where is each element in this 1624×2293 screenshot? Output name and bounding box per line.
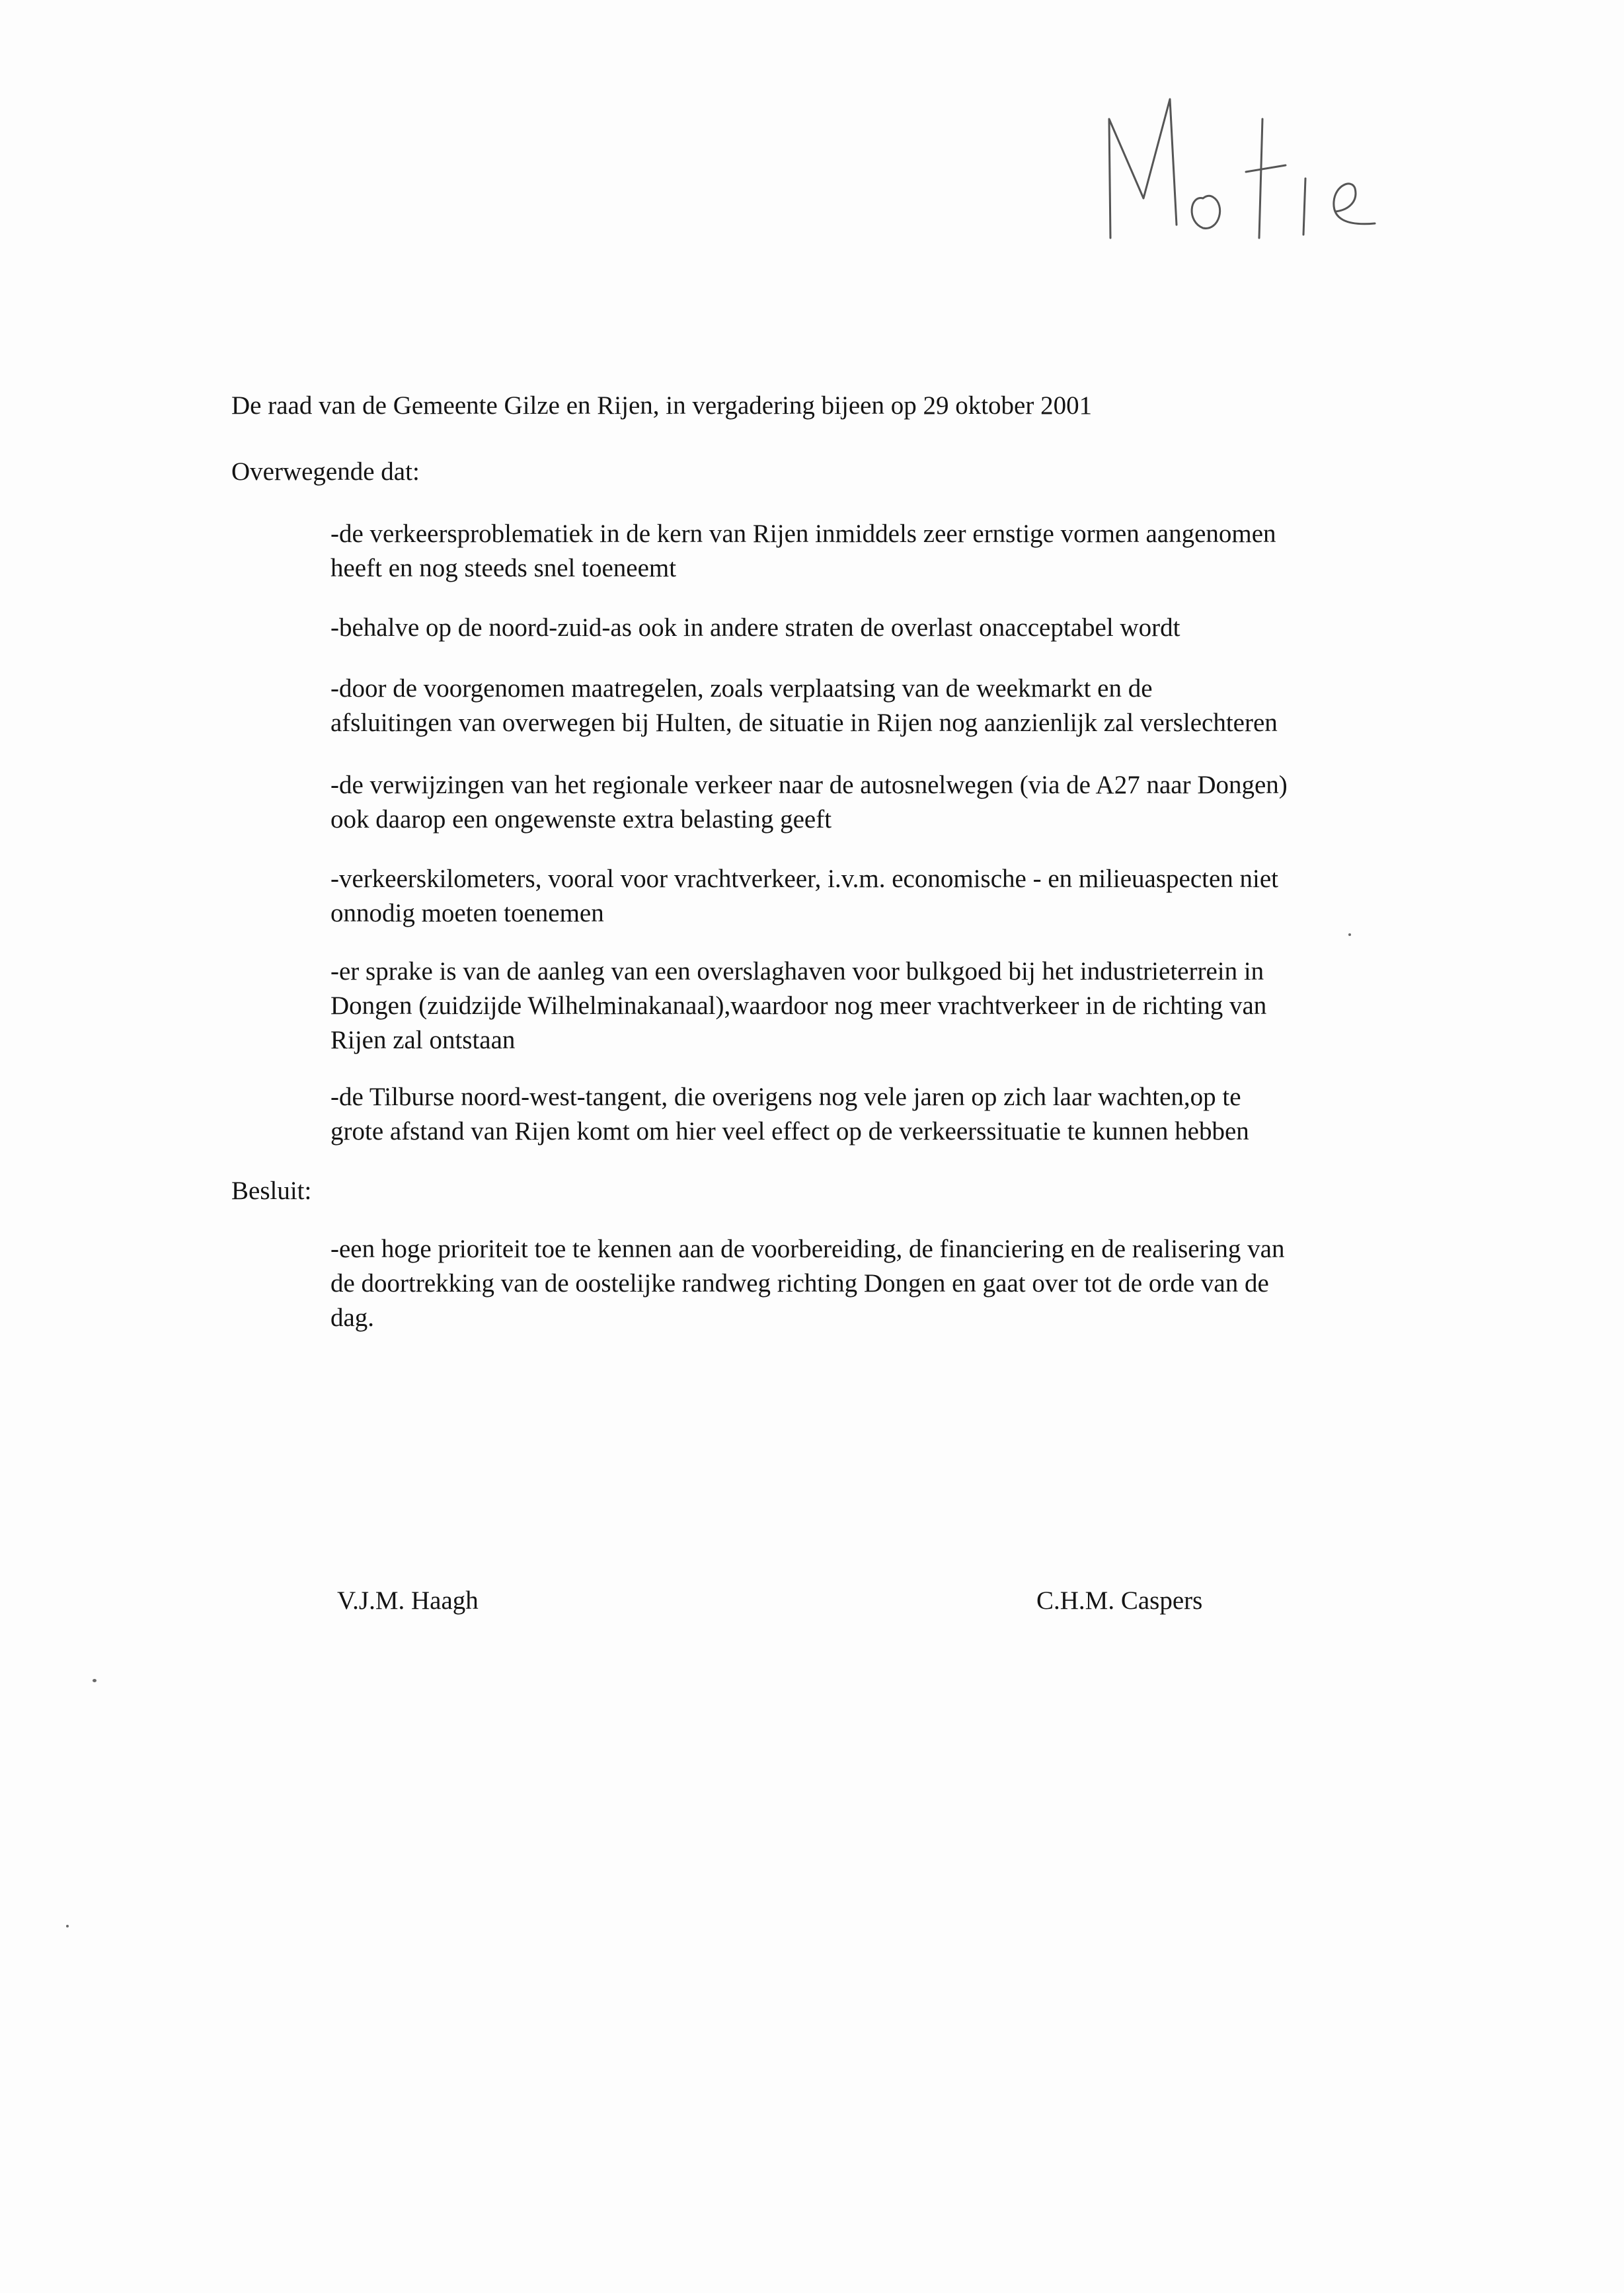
consideration-line: Dongen (zuidzijde Wilhelminakanaal),waardoor nog meer vrachtverkeer in de richting van xyxy=(330,991,1267,1020)
consideration-line: -door de voorgenomen maatregelen, zoals verplaatsing van de weekmarkt en de xyxy=(330,674,1153,703)
scan-speck xyxy=(93,1679,97,1682)
consideration-2 xyxy=(330,611,1388,645)
consideration-3 xyxy=(330,672,1388,740)
decision-text xyxy=(330,1232,1388,1335)
signatory-left: V.J.M. Haagh xyxy=(337,1586,479,1615)
consideration-line: -verkeerskilometers, vooral voor vrachtverkeer, i.v.m. economische - en milieuaspecten niet xyxy=(330,865,1279,893)
decision-line: -een hoge prioriteit toe te kennen aan de voorbereiding, de financiering en de realisering van xyxy=(330,1235,1285,1263)
consideration-line: -de Tilburse noord-west-tangent, die overigens nog vele jaren op zich laar wachten,op te xyxy=(330,1083,1241,1111)
consideration-line: -behalve op de noord-zuid-as ook in andere straten de overlast onacceptabel wordt xyxy=(330,613,1180,642)
consideration-6 xyxy=(330,954,1388,1058)
handwritten-motie-mark xyxy=(1097,79,1441,251)
decision-label: Besluit: xyxy=(231,1177,312,1205)
consideration-line: -de verwijzingen van het regionale verkeer naar de autosnelwegen (via de A27 naar Dongen) xyxy=(330,771,1288,799)
consideration-7 xyxy=(330,1080,1388,1149)
decision-line: de doortrekking van de oostelijke randweg richting Dongen en gaat over tot de orde van de xyxy=(330,1269,1269,1298)
consideration-line: heeft en nog steeds snel toeneemt xyxy=(330,554,677,582)
considering-label: Overwegende dat: xyxy=(231,457,420,486)
decision-line: dag. xyxy=(330,1303,375,1332)
consideration-line: -de verkeersproblematiek in de kern van Rijen inmiddels zeer ernstige vormen aangenomen xyxy=(330,520,1276,548)
consideration-line: Rijen zal ontstaan xyxy=(330,1026,516,1054)
scan-speck xyxy=(66,1925,69,1927)
consideration-4 xyxy=(330,768,1388,837)
consideration-1 xyxy=(330,517,1388,586)
consideration-line: onnodig moeten toenemen xyxy=(330,899,604,927)
scan-speck xyxy=(1348,933,1351,936)
consideration-line: grote afstand van Rijen komt om hier veel effect op de verkeerssituatie te kunnen hebben xyxy=(330,1117,1249,1146)
consideration-5 xyxy=(330,862,1388,931)
consideration-line: -er sprake is van de aanleg van een overslaghaven voor bulkgoed bij het industrieterrein in xyxy=(330,957,1264,986)
consideration-line: ook daarop een ongewenste extra belasting geeft xyxy=(330,805,832,834)
signatory-right: C.H.M. Caspers xyxy=(1036,1586,1203,1615)
consideration-line: afsluitingen van overwegen bij Hulten, de situatie in Rijen nog aanzienlijk zal verslechteren xyxy=(330,709,1278,737)
opening-line: De raad van de Gemeente Gilze en Rijen, in vergadering bijeen op 29 oktober 2001 xyxy=(231,391,1093,420)
